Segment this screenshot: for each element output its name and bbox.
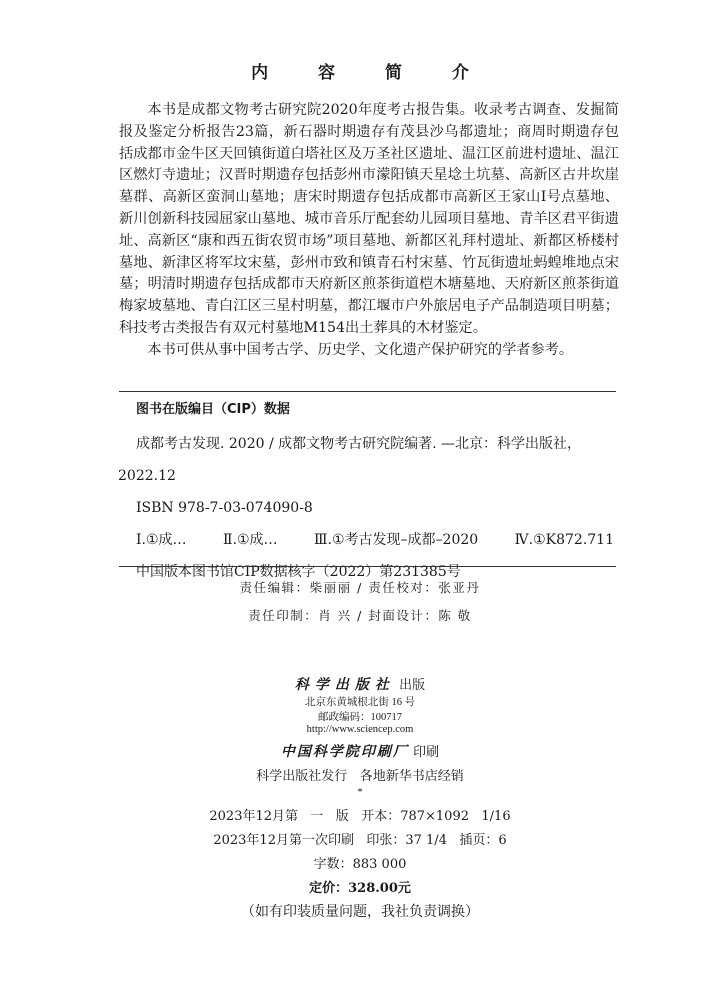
intro-paragraph-1: 本书是成都文物考古研究院2020年度考古报告集。收录考古调查、发掘简报及鉴定分析报告23篇，新石器时期遗存有茂县沙乌都遗址；商周时期遗存包括成都市金牛区天回镇街道白塔社区及万圣社区遗址、温江区前进村遗址、温江区燃灯寺遗址；汉晋时期遗存包括彭州市濛阳镇天星埝土坑墓、高新区古井坎崖墓群、高新区蛮洞山墓地；唐宋时期遗存包括成都市高新区王家山Ⅰ号点墓地、新川创新科技园屈家山墓地、城市音乐厅配套幼儿园项目墓地、青羊区君平街遗址、高新区“康和西五街农贸市场”项目墓地、新都区礼拜村遗址、新都区桥楼村墓地、新津区将军坟宋墓，彭州市致和镇青石村宋墓、竹瓦街遗址蚂蝗堆地点宋墓；明清时期遗存包括成都市天府新区煎茶街道桤木塘墓地、天府新区煎茶街道梅家坡墓地、青白江区三星村明墓，都江堰市户外旅居电子产品制造项目明墓；科技考古类报告有双元村墓地M154出土葬具的木材鉴定。 xyxy=(119,102,619,336)
publisher-line xyxy=(0,674,720,694)
cip-classification xyxy=(136,528,614,552)
cip-number: 中国版本图书馆CIP数据核字（2022）第231385号 xyxy=(136,564,461,580)
price: 定价：328.00元 xyxy=(309,881,411,896)
intro-section xyxy=(119,100,619,362)
staff-line-1: 责任编辑：柴丽丽 / 责任校对：张亚丹 xyxy=(239,580,481,595)
cip-date-line: 2022.12 xyxy=(118,468,176,484)
staff-line-2: 责任印制：肖 兴 / 封面设计：陈 敬 xyxy=(248,608,472,623)
cip-block xyxy=(118,398,616,584)
edition-line-2: 2023年12月第一次印刷 印张：37 1/4 插页：6 xyxy=(213,833,507,848)
edition-line-1: 2023年12月第 一 版 开本：787×1092 1/16 xyxy=(209,809,511,824)
classification-4: Ⅳ.①K872.711 xyxy=(514,532,614,548)
quality-notice: （如有印装质量问题，我社负责调换） xyxy=(241,904,479,920)
printer-logo-text: 中国科学院印刷厂 xyxy=(280,744,409,760)
separator-star: * xyxy=(357,787,363,798)
intro-paragraph-2: 本书可供从事中国考古学、历史学、文化遗产保护研究的学者参考。 xyxy=(147,341,574,358)
cip-title-line: 成都考古发现. 2020 / 成都文物考古研究院编著. —北京：科学出版社， xyxy=(136,436,582,452)
publisher-suffix: 出版 xyxy=(399,678,426,693)
classification-2: Ⅱ.①成… xyxy=(223,532,278,548)
publisher-postcode: 邮政编码：100717 xyxy=(318,712,402,723)
publisher-logo-text: 科学出版社 xyxy=(294,677,395,693)
classification-1: Ⅰ.①成… xyxy=(136,532,187,548)
bottom-divider xyxy=(119,566,616,567)
cip-isbn: ISBN 978-7-03-074090-8 xyxy=(136,500,313,516)
page-title: 内 容 简 介 xyxy=(251,63,491,83)
top-divider xyxy=(119,391,616,392)
word-count: 字数：883 000 xyxy=(313,857,407,872)
publisher-address: 北京东黄城根北街 16 号 xyxy=(304,697,416,708)
distribution-line: 科学出版社发行 各地新华书店经销 xyxy=(256,769,464,784)
publisher-website: http://www.sciencep.com xyxy=(306,724,414,735)
cip-heading: 图书在版编目（CIP）数据 xyxy=(136,402,290,417)
printer-suffix: 印刷 xyxy=(413,745,440,760)
classification-3: Ⅲ.①考古发现–成都–2020 xyxy=(314,532,479,548)
printer-line xyxy=(0,741,720,761)
